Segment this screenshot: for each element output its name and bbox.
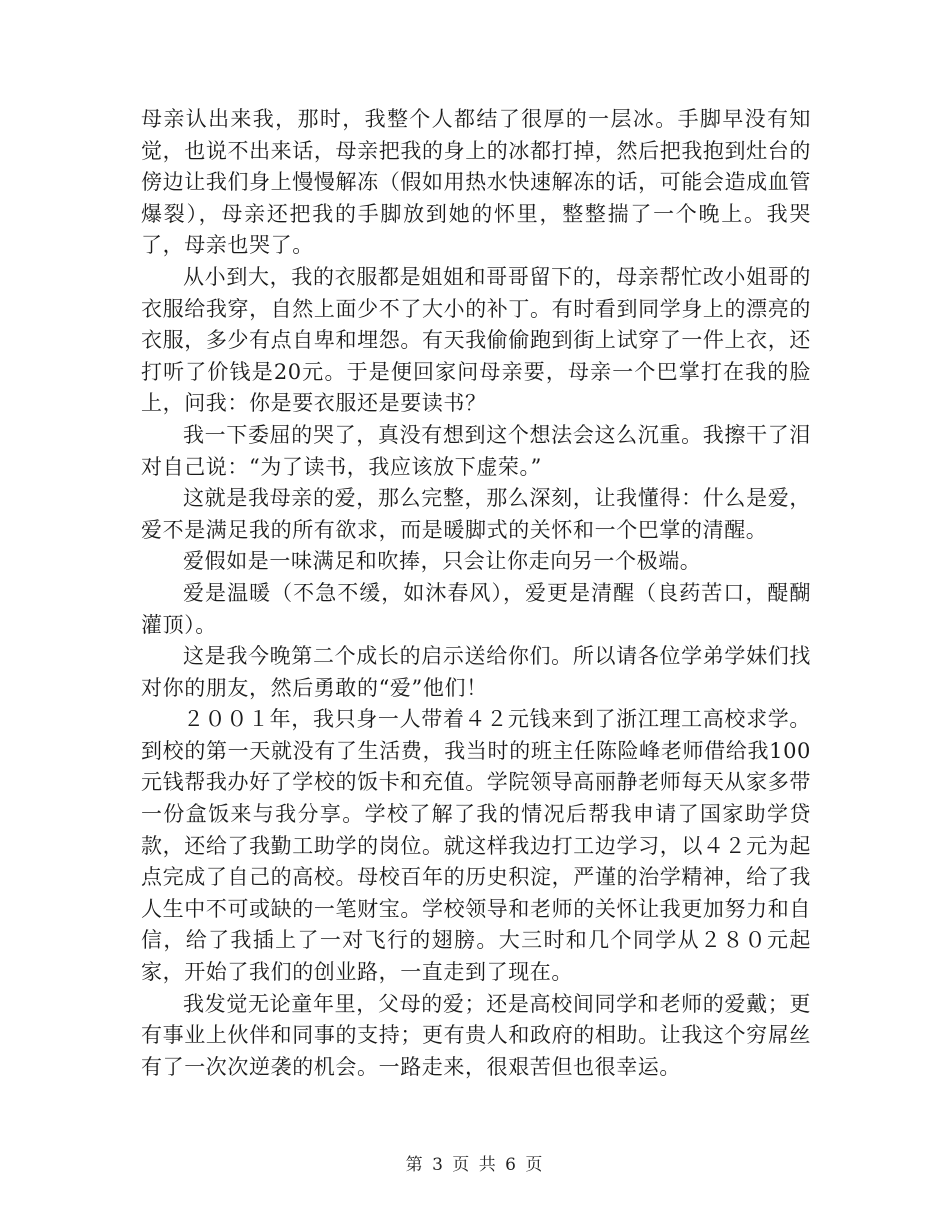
paragraph: 这是我今晚第二个成长的启示送给你们。所以请各位学弟学妹们找对你的朋友，然后勇敢的“爱”他们！ (141, 644, 811, 700)
paragraph: 爱是温暖（不急不缓，如沐春风），爱更是清醒（良药苦口，醍醐灌顶）。 (141, 580, 811, 637)
paragraph: ２００１年，我只身一人带着４２元钱来到了浙江理工高校求学。到校的第一天就没有了生活费，我当时的班主任陈险峰老师借给我100元钱帮我办好了学校的饭卡和充值。学院领导高丽静老师每天从家多带一份盒饭来与我分享。学校了解了我的情况后帮我申请了国家助学贷款，还给了我勤工助学的岗位。就这样我边打工边学习，以４２元为起点完成了自己的高校。母校百年的历史积淀，严谨的治学精神，给了我人生中不可或缺的一笔财宝。学校领导和老师的关怀让我更加努力和自信，给了我插上了一对飞行的翅膀。大三时和几个同学从２８０元起家，开始了我们的创业路，一直走到了现在。 (141, 707, 811, 985)
paragraph: 我发觉无论童年里，父母的爱；还是高校间同学和老师的爱戴；更有事业上伙伴和同事的支持；更有贵人和政府的相助。让我这个穷屌丝有了一次次逆袭的机会。一路走来，很艰苦但也很幸运。 (141, 991, 811, 1079)
paragraph: 从小到大，我的衣服都是姐姐和哥哥留下的，母亲帮忙改小姐哥的衣服给我穿，自然上面少不了大小的补丁。有时看到同学身上的漂亮的衣服，多少有点自卑和埋怨。有天我偷偷跑到街上试穿了一件上衣，还打听了价钱是20元。于是便回家问母亲要，母亲一个巴掌打在我的脸上，问我：你是要衣服还是要读书？ (141, 264, 811, 416)
paragraph: 爱假如是一味满足和吹捧，只会让你走向另一个极端。 (183, 549, 702, 574)
page-number-footer: 第 3 页 共 6 页 (405, 1155, 545, 1175)
document-body (141, 104, 811, 1083)
paragraph: 这就是我母亲的爱，那么完整，那么深刻，让我懂得：什么是爱，爱不是满足我的所有欲求，而是暖脚式的关怀和一个巴掌的清醒。 (141, 486, 811, 542)
paragraph: 我一下委屈的哭了，真没有想到这个想法会这么沉重。我擦干了泪对自己说：“为了读书，我应该放下虚荣。” (141, 422, 811, 479)
paragraph: 母亲认出来我，那时，我整个人都结了很厚的一层冰。手脚早没有知觉，也说不出来话，母亲把我的身上的冰都打掉，然后把我抱到灶台的傍边让我们身上慢慢解冻（假如用热水快速解冻的话，可能会造成血管爆裂），母亲还把我的手脚放到她的怀里，整整揣了一个晚上。我哭了，母亲也哭了。 (141, 107, 811, 258)
